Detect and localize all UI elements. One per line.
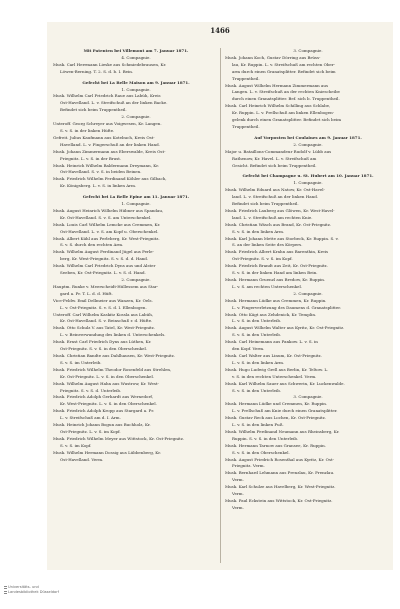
- entry-line: Havelland. L. v. Fingerschuß an der linken Hand.: [60, 141, 160, 147]
- entry-line: S. v. S. in der linken Hüfte.: [60, 127, 115, 133]
- entry-line: lau, Kr. Ruppin. L. v. Streifschuß am rechten Ober-: [232, 61, 336, 67]
- entry-line: S. v. S. in den linken Arm.: [232, 228, 285, 234]
- entry-line: Ost-Havelland. S. v. S. in beiden Beinen.: [60, 169, 142, 175]
- entry-line: Priegnitz. Verm.: [232, 463, 265, 469]
- entry-line: Löwen-Berning. T. 2. S. d. b. I. Bein.: [60, 68, 134, 74]
- entry-line: Musk. Hermann Lüdke und Cremmen, Kr. Ruppin.: [225, 401, 328, 407]
- entry-line: Musk. Johann Koch, Gustav Dörring aus Brüss-: [225, 54, 321, 60]
- entry-line: Musk. Friedrich Albert Krahn aus Barenthin, Kreis: [225, 249, 329, 255]
- entry-line: Musk. Karl Wilhelm Sauer aus Schwerin, Kr. Luckenwalde.: [225, 380, 345, 386]
- entry-line: Ost-Havelland. Verm.: [60, 456, 104, 462]
- entry-line: durch einen Granatsplitter. Bef. sich b. Truppentheil.: [232, 96, 340, 102]
- entry-line: Kr. West-Priegnitz. L. v. S. in den Oberschenkel.: [60, 401, 157, 407]
- entry-line: Musk. Karl Schulze aus Havelberg, Kr. West-Priegnitz.: [225, 484, 336, 490]
- entry-line: Ruppin. S. v. S. in den Unterleib.: [232, 435, 299, 441]
- entry-line: Ost-Havelland. L. v. Streifschuß an der linken Backe.: [60, 100, 168, 106]
- entry-line: Musk. Christian Bandte aus Dahlhausen, Kr. West-Priegnitz.: [53, 352, 176, 358]
- entry-line: Musk. Carl Heinrich Wilhelm Schilling aus Schlabe,: [225, 103, 331, 109]
- company-heading: 2. Compagnie.: [293, 141, 323, 147]
- footer-credit: [8, 585, 59, 595]
- entry-line: L. v. Prellschuß am Knie durch einen Granatsplitter.: [232, 408, 338, 414]
- entry-line: Befindet sich beim Truppentheil.: [232, 201, 299, 207]
- library-logo-icon: [4, 586, 7, 594]
- entry-line: arm durch einen Granatsplitter. Befindet sich beim: [232, 68, 336, 74]
- entry-line: Musk. Hermann Gruenzl aus Bredow, Kr. Ruppin.: [225, 277, 326, 282]
- entry-line: Verm.: [232, 477, 244, 483]
- entry-line: S. an der linken Seite des Körpers.: [232, 242, 303, 248]
- right-column: [225, 48, 391, 512]
- company-heading: 3. Compagnie.: [293, 394, 323, 400]
- company-heading: 2. Compagnie.: [293, 290, 323, 296]
- entry-line: Langen. L. v. Streifschuß an der rechten Kniescheibe: [232, 89, 340, 95]
- entry-line: land. L. v. Streifschuß an der linken Hand.: [232, 194, 319, 200]
- entry-line: Musk. Wilhelm August Ferdinand Jügel aus Perle-: [53, 249, 154, 255]
- entry-line: Musk. Friedrich Wilhelm Meyer aus Wittstock, Kr. Ost-Priegnitz.: [53, 435, 185, 441]
- entry-line: berg, Kr. West-Priegnitz. S. v. S. d. d. Hand.: [60, 256, 149, 262]
- entry-line: gelenk durch einen Granatsplitter. Befindet sich beim: [232, 117, 342, 123]
- entry-line: Musk. Wilhelm Ferdinand Neumann aus Rheinsberg, Kr.: [225, 428, 340, 434]
- company-heading: 2. Compagnie.: [121, 277, 151, 282]
- entry-line: Verm.: [232, 491, 244, 497]
- entry-line: Kr. Ost-Priegnitz. L. v. S. in den Oberschenkel.: [60, 373, 155, 379]
- entry-line: Unteroff. Carl Wilhelm Kaskitz Kossla aus Labüh,: [53, 311, 154, 317]
- entry-line: Musk. Louis Carl Wilhelm Lemcke aus Cremmen, Kr.: [53, 221, 161, 227]
- entry-line: Musk. Wilhelm Carl Friedrich Dyns aus und Alster: [53, 263, 156, 269]
- entry-line: L. v. S. am rechten Unterschenkel.: [232, 283, 303, 289]
- entry-line: Musk. Wilhelm August Hahn aus Wustrow, Kr. West-: [53, 380, 159, 386]
- entry-line: Musk. Hermann Lüdke aus Cremmen, Kr. Ruppin.: [225, 297, 327, 303]
- entry-line: L. v. S. in den Unterleib.: [232, 318, 282, 324]
- entry-line: Musk. Paul Eckstein aus Wittstock, Kr. Ost-Priegnitz.: [225, 498, 333, 503]
- entry-line: Musk. Carl Herrmann Lieske aus Schmiedebrausen, Kr.: [53, 61, 167, 67]
- entry-line: Musk. Friedrich Adolph Gerhardt aus Wernedorf,: [53, 394, 153, 400]
- entry-line: Rathenow, Kr. Havel. L. v. Streifschuß am: [232, 155, 317, 161]
- entry-line: Musk. Albert Kühl aus Perleberg, Kr. West-Priegnitz.: [53, 235, 160, 241]
- company-heading: 1. Compagnie.: [121, 86, 151, 92]
- entry-line: Musk. Gustav Reck aus Lochen, Kr. Ost-Priegnitz.: [225, 415, 326, 421]
- column-divider: [220, 48, 221, 563]
- company-heading: 4. Compagnie.: [121, 54, 151, 60]
- section-heading: Mit Patenten bei Villemont am 7. Januar 1871.: [83, 48, 189, 53]
- entry-line: Musk. Heinrich Johann Bogun aus Buchholz, Kr.: [53, 422, 151, 428]
- entry-line: L. v. S. in den linken Fuß.: [232, 422, 284, 428]
- entry-line: den Kopf. Verm.: [232, 346, 265, 352]
- entry-line: Ost-Priegnitz. L. v. S. im Kopf.: [60, 428, 121, 434]
- entry-line: Gesicht. Befindet sich beim Truppentheil.: [232, 162, 317, 168]
- entry-line: Kr. Königsberg. L. v. S. in linken Arm.: [60, 183, 137, 189]
- page-number: 1466: [210, 26, 230, 35]
- section-heading: Auf Vorposten bei Coulaines am 9. Januar 1871.: [254, 134, 362, 140]
- entry-line: Seeben, Kr. Ost-Priegnitz. L. v. S. d. Hand.: [60, 270, 146, 276]
- entry-line: Musk. Friedrich Brandt aus Zeit, Kr. Ost-Priegnitz.: [225, 263, 328, 269]
- section-heading: Gefecht bei La Belle Maison am 9. Januar 1871.: [82, 79, 190, 85]
- entry-line: Musk. Friedrich Wilhelm Ferdinand Köhler aus Gilbach,: [53, 176, 167, 182]
- entry-line: S. v. S. im Kopf.: [60, 442, 92, 448]
- company-heading: 1. Compagnie.: [293, 180, 323, 186]
- entry-line: S. v. S. in der linken Hand am linken Bein.: [232, 270, 318, 276]
- entry-line: L. v. Fingerverletzung des Daumens d. Granatsplitter.: [232, 304, 342, 310]
- entry-line: Ost-Priegnitz. S. v. S. in den Oberschenkel.: [60, 346, 147, 352]
- footer-line-1: Universitäts- und: [8, 585, 39, 589]
- entry-line: gard a. Pr. T. L. d. d. Hüft.: [60, 290, 113, 296]
- entry-line: Kr. Ost-Havelland. S. v. S. am Unterschenkel.: [60, 214, 152, 220]
- entry-line: Musk. Wilhelm Carl Friedrich Raue aus Labüh, Kreis: [53, 93, 161, 99]
- entry-line: Musk. Ernst Carl Friedrich Dyns aus Lüthen, Kr.: [53, 339, 152, 345]
- entry-line: Musk. Friedrich Lauberg aus Glöwen, Kr. West-Havel-: [225, 207, 335, 213]
- left-column: [53, 48, 219, 463]
- entry-line: Kr. Ost-Havelland. S. v. Beinschuß r. d. Hüfte.: [60, 318, 153, 324]
- entry-line: Musk. August Wilhelm Walter aus Kyritz, Kr. Ost-Priegnitz.: [225, 325, 345, 331]
- entry-line: v. S. in den rechten Unterschenkel. Verm.: [232, 373, 317, 379]
- entry-line: Musk. Karl Johann Mette aus Storbeck, Kr. Ruppin. S. v.: [225, 235, 339, 241]
- company-heading: 3. Compagnie.: [293, 48, 323, 53]
- entry-line: Kr. Ruppin. L. v. Prellschuß am linken Ellenbogen-: [232, 110, 335, 116]
- entry-line: L. v. Beinverwundung des linken d. Unterschenkels.: [60, 332, 166, 338]
- entry-line: Musk. Christian Wäsch aus Brand, Kr. Ost-Priegnitz.: [225, 221, 332, 227]
- company-heading: 1. Compagnie.: [121, 201, 151, 207]
- entry-line: S. v. S. in den Unterleib.: [232, 332, 282, 338]
- entry-line: Musk. August Heinrich Wilhelm Hübner aus Spandau,: [53, 207, 164, 213]
- entry-line: Gefreit. Julius Kaufmann aus Kotebuch, Kreis Ost-: [53, 134, 155, 140]
- entry-line: Musk. Wilhelm Eduard aus Natow, Kr. Ost-Havel-: [225, 187, 325, 193]
- entry-line: Musk. August Friedrich Rosenthal aus Kyritz, Kr. Ost-: [225, 456, 334, 462]
- entry-line: Unteroff. Georg Schreyer aus Voigwesen, Kr. Langen.: [53, 121, 162, 127]
- entry-line: Musk. Bernhard Lehmann aus Prenzlau, Kr. Prenzlau.: [225, 470, 335, 476]
- entry-line: Musk. Hugo Ludwig Grell aus Berlin, Kr. Teltow. L.: [225, 366, 329, 372]
- entry-line: L. v. Streifschuß am d. I. Arm.: [60, 415, 121, 421]
- section-heading: Gefecht bei La Belle Epine am 11. Januar 1871.: [82, 194, 190, 200]
- company-heading: 2. Compagnie.: [121, 114, 151, 120]
- section-heading: Gefecht bei Champagne u. St. Hubert am 10. Januar 1871.: [242, 173, 374, 179]
- entry-line: Musk. Otto Schulz V. aus Tatel, Kr. West-Priegnitz.: [53, 325, 156, 331]
- entry-line: Befindet sich beim Truppentheil.: [60, 107, 127, 113]
- entry-line: Truppentheil.: [232, 75, 260, 81]
- entry-line: Musk. Heinrich Wilhelm Baldermann Dreymann, Kr.: [53, 162, 159, 168]
- entry-line: Ost-Havelland. L. v. S. am Kopf u. Oberschenkel.: [60, 228, 159, 234]
- footer-line-2: Landesbibliothek Düsseldorf: [8, 590, 59, 594]
- document-page: [47, 22, 393, 570]
- entry-line: Major u. Bataillons-Commandeur Rudolf v. Lübb aus: [225, 148, 332, 154]
- entry-line: Vice-Feldw. Emil Dellmeier aus Wanzen, Kr. Oels.: [53, 297, 153, 303]
- entry-line: Priegnitz. L. v. S. in der Brust.: [60, 155, 122, 161]
- entry-line: Musk. Friedrich Adolph Kropp aus Stargard a. Pr.: [53, 408, 155, 414]
- entry-line: Musk. Wilhelm Hermann Dossig aus Lübbenberg, Kr.: [53, 449, 162, 455]
- entry-line: Hauptm. Runke v. Meerscheidt-Hüllessem aus Star-: [53, 283, 159, 289]
- entry-line: Verm.: [232, 504, 244, 510]
- entry-line: S. v. S. im Unterleib.: [60, 359, 102, 365]
- entry-line: L. v. Ost-Priegnitz. S. v. S. d. I. Ellenbogen.: [60, 304, 147, 310]
- entry-line: Truppentheil.: [232, 123, 260, 129]
- entry-line: Ost-Priegnitz. S. v. S. im Kopf.: [232, 256, 293, 262]
- entry-line: S. v. S. in den Unterleib.: [232, 387, 282, 393]
- entry-line: Musk. Carl Heinemann aus Pankow. L. v. S. in: [225, 339, 318, 345]
- entry-line: Musk. Carl Walter aus Linum, Kr. Ost-Priegnitz.: [225, 352, 322, 358]
- entry-line: Musk. August Wilhelm Hermann Zimmermann aus: [225, 82, 329, 88]
- entry-line: S. v. S. durch den rechten Arm.: [60, 242, 124, 248]
- entry-line: S. v. S. in den Oberschenkel.: [232, 449, 290, 455]
- entry-line: Priegnitz. S. v. S. d. Unterleib.: [60, 387, 122, 393]
- entry-line: Musk. Friedrich Wilhelm Theodor Rosenfeld aus Strehlen,: [53, 366, 172, 372]
- entry-line: Musk. Hermann Tarnow aus Gransee, Kr. Ruppin.: [225, 442, 326, 448]
- entry-line: land. L. v. Streifschuß am rechten Knie.: [232, 214, 313, 220]
- entry-line: L. v. S. in den linken Arm.: [232, 359, 285, 365]
- entry-line: Musk. Johann Zimmermann aus Eberswalde, Kreis Ost-: [53, 148, 166, 154]
- entry-line: Musk. Otto Kägt aus Zehdenick, Kr. Templin.: [225, 311, 317, 317]
